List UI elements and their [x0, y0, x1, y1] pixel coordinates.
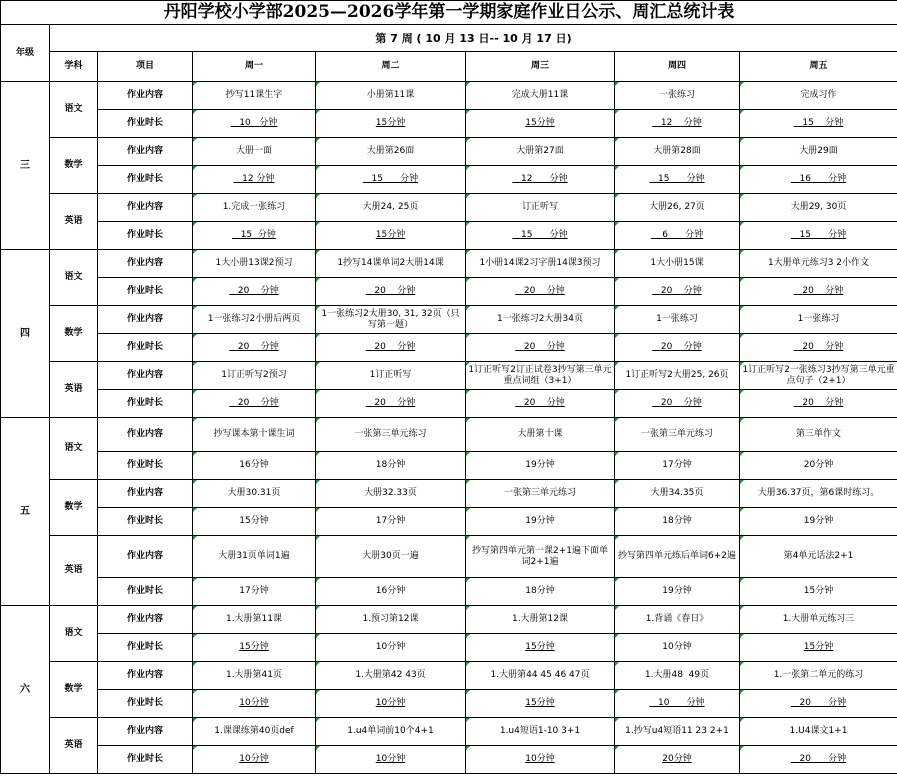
homework-content-cell: 1.大册48 49页 — [615, 662, 740, 690]
homework-time-cell: 10分钟 — [193, 690, 316, 718]
homework-content-cell: 大册26, 27页 — [615, 194, 740, 222]
homework-content-cell: 一张第三单元练习 — [466, 480, 615, 508]
subject-label: 英语 — [50, 718, 98, 774]
table-row — [1, 606, 897, 634]
homework-content-cell: 大册第十课 — [466, 418, 615, 452]
table-row — [1, 452, 897, 480]
table-row — [1, 418, 897, 452]
homework-time-cell: 16分钟 — [193, 452, 316, 480]
homework-time-cell: 20 分钟 — [466, 390, 615, 418]
homework-content-cell: 第4单元话法2+1 — [740, 536, 897, 578]
homework-content-cell: 大册30页一遍 — [316, 536, 466, 578]
subject-header: 学科 — [50, 52, 98, 82]
homework-content-cell: 订正听写 — [466, 194, 615, 222]
homework-content-cell: 大册第28面 — [615, 138, 740, 166]
table-row — [1, 138, 897, 166]
homework-content-cell: 1订正听写2预习 — [193, 362, 316, 390]
day-header-mon: 周一 — [193, 52, 316, 82]
subject-label: 英语 — [50, 536, 98, 606]
homework-time-cell: 12 分钟 — [466, 166, 615, 194]
homework-time-cell: 20 分钟 — [740, 390, 897, 418]
item-label-time: 作业时长 — [98, 508, 193, 536]
homework-content-cell: 抄写课本第十课生词 — [193, 418, 316, 452]
homework-content-cell: 1抄写14课单词2大册14课 — [316, 250, 466, 278]
item-label-time: 作业时长 — [98, 690, 193, 718]
item-label-content: 作业内容 — [98, 662, 193, 690]
homework-content-cell: 1一张练习2大册34页 — [466, 306, 615, 334]
homework-time-cell: 20 分钟 — [193, 390, 316, 418]
homework-content-cell: 一张第三单元练习 — [615, 418, 740, 452]
table-row — [1, 222, 897, 250]
item-label-content: 作业内容 — [98, 194, 193, 222]
homework-time-cell: 20 分钟 — [466, 278, 615, 306]
table-row — [1, 390, 897, 418]
table-row — [1, 306, 897, 334]
item-label-time: 作业时长 — [98, 166, 193, 194]
week-subtitle: 第 7 周 ( 10 月 13 日-- 10 月 17 日) — [50, 25, 897, 52]
table-row — [1, 110, 897, 138]
homework-time-cell: 20 分钟 — [615, 390, 740, 418]
homework-content-cell: 大册24, 25页 — [316, 194, 466, 222]
table-row — [1, 578, 897, 606]
homework-content-cell: 大册29面 — [740, 138, 897, 166]
homework-content-cell: 抄写第四单元练后单词6+2遍 — [615, 536, 740, 578]
homework-content-cell: 1.一张第二单元的练习 — [740, 662, 897, 690]
homework-time-cell: 15分钟 — [740, 634, 897, 662]
homework-time-cell: 20分钟 — [615, 746, 740, 774]
subject-label: 语文 — [50, 82, 98, 138]
item-label-time: 作业时长 — [98, 278, 193, 306]
subject-label: 语文 — [50, 606, 98, 662]
homework-time-cell: 15 分钟 — [193, 222, 316, 250]
homework-content-cell: 1大小册15课 — [615, 250, 740, 278]
homework-content-cell: 1.u4短语1-10 3+1 — [466, 718, 615, 746]
homework-content-cell: 大册32.33页 — [316, 480, 466, 508]
homework-time-cell: 10 分钟 — [615, 690, 740, 718]
table-row — [1, 362, 897, 390]
grade-label: 五 — [1, 418, 50, 606]
homework-content-cell: 1小册14课2习字册14课3预习 — [466, 250, 615, 278]
homework-time-cell: 15 分钟 — [316, 166, 466, 194]
homework-time-cell: 18分钟 — [316, 452, 466, 480]
item-label-content: 作业内容 — [98, 718, 193, 746]
table-row — [1, 166, 897, 194]
homework-time-cell: 15 分钟 — [740, 110, 897, 138]
item-label-content: 作业内容 — [98, 418, 193, 452]
subject-label: 数学 — [50, 138, 98, 194]
item-label-time: 作业时长 — [98, 452, 193, 480]
homework-time-cell: 10分钟 — [466, 746, 615, 774]
day-header-wed: 周三 — [466, 52, 615, 82]
homework-time-cell: 18分钟 — [615, 508, 740, 536]
homework-content-cell: 大册31页单词1遍 — [193, 536, 316, 578]
homework-content-cell: 1一张练习2大册30, 31, 32页（只写第一题） — [316, 306, 466, 334]
table-row — [1, 508, 897, 536]
table-row — [1, 480, 897, 508]
grade-header: 年级 — [1, 25, 50, 82]
table-row — [1, 194, 897, 222]
grade-label: 六 — [1, 606, 50, 774]
homework-time-cell: 15 分钟 — [740, 222, 897, 250]
item-label-content: 作业内容 — [98, 480, 193, 508]
homework-content-cell: 抄写11课生字 — [193, 82, 316, 110]
homework-content-cell: 完成习作 — [740, 82, 897, 110]
homework-time-cell: 20 分钟 — [193, 334, 316, 362]
item-label-time: 作业时长 — [98, 390, 193, 418]
homework-time-cell: 20 分钟 — [316, 334, 466, 362]
homework-content-cell: 1一张练习2小册后两页 — [193, 306, 316, 334]
homework-time-cell: 20分钟 — [740, 452, 897, 480]
homework-content-cell: 一张练习 — [615, 82, 740, 110]
homework-time-cell: 20 分钟 — [193, 278, 316, 306]
table-row — [1, 634, 897, 662]
day-header-fri: 周五 — [740, 52, 897, 82]
homework-content-cell: 1大小册13课2预习 — [193, 250, 316, 278]
homework-time-cell: 10 分钟 — [193, 110, 316, 138]
table-row — [1, 278, 897, 306]
homework-time-cell: 15分钟 — [193, 634, 316, 662]
homework-content-cell: 1.预习第12课 — [316, 606, 466, 634]
homework-time-cell: 17分钟 — [193, 578, 316, 606]
homework-content-cell: 抄写第四单元第一课2+1遍下面单词2+1遍 — [466, 536, 615, 578]
homework-time-cell: 15分钟 — [316, 110, 466, 138]
subject-label: 英语 — [50, 194, 98, 250]
subject-label: 数学 — [50, 306, 98, 362]
day-header-tue: 周二 — [316, 52, 466, 82]
homework-content-cell: 1.完成一张练习 — [193, 194, 316, 222]
item-label-content: 作业内容 — [98, 82, 193, 110]
homework-time-cell: 10分钟 — [193, 746, 316, 774]
homework-content-cell: 大册第27面 — [466, 138, 615, 166]
homework-time-cell: 18分钟 — [466, 578, 615, 606]
homework-content-cell: 1.大册单元练习三 — [740, 606, 897, 634]
homework-time-cell: 16 分钟 — [740, 166, 897, 194]
homework-content-cell: 一张第三单元练习 — [316, 418, 466, 452]
homework-content-cell: 1.课课练第40页def — [193, 718, 316, 746]
homework-time-cell: 20 分钟 — [466, 334, 615, 362]
homework-time-cell: 15 分钟 — [466, 222, 615, 250]
homework-time-cell: 20 分钟 — [740, 334, 897, 362]
grade-label: 四 — [1, 250, 50, 418]
table-row — [1, 250, 897, 278]
homework-time-cell: 17分钟 — [316, 508, 466, 536]
table-row — [1, 82, 897, 110]
homework-content-cell: 小册第11课 — [316, 82, 466, 110]
item-label-time: 作业时长 — [98, 746, 193, 774]
homework-time-cell: 19分钟 — [466, 508, 615, 536]
homework-time-cell: 10分钟 — [316, 634, 466, 662]
homework-time-cell: 15 分钟 — [615, 166, 740, 194]
homework-content-cell: 大册一面 — [193, 138, 316, 166]
homework-content-cell: 1.U4课文1+1 — [740, 718, 897, 746]
homework-time-cell: 15分钟 — [193, 508, 316, 536]
homework-content-cell: 第三单作文 — [740, 418, 897, 452]
item-label-content: 作业内容 — [98, 306, 193, 334]
homework-content-cell: 大册34.35页 — [615, 480, 740, 508]
item-label-time: 作业时长 — [98, 222, 193, 250]
subject-label: 数学 — [50, 480, 98, 536]
homework-content-cell: 完成大册11课 — [466, 82, 615, 110]
table-row — [1, 536, 897, 578]
item-label-content: 作业内容 — [98, 362, 193, 390]
item-label-content: 作业内容 — [98, 536, 193, 578]
homework-content-cell: 1.大册第41页 — [193, 662, 316, 690]
item-label-content: 作业内容 — [98, 250, 193, 278]
homework-content-cell: 1一张练习 — [615, 306, 740, 334]
homework-time-cell: 10分钟 — [615, 634, 740, 662]
homework-time-cell: 10分钟 — [316, 690, 466, 718]
subject-label: 语文 — [50, 250, 98, 306]
item-label-time: 作业时长 — [98, 110, 193, 138]
day-header-thu: 周四 — [615, 52, 740, 82]
homework-time-cell: 20 分钟 — [740, 690, 897, 718]
homework-content-cell: 1订正听写2一张练习3抄写第三单元重点句子（2+1） — [740, 362, 897, 390]
page-title: 丹阳学校小学部2025—2026学年第一学期家庭作业日公示、周汇总统计表 — [1, 1, 897, 25]
homework-content-cell: 大册第26面 — [316, 138, 466, 166]
homework-content-cell: 1.大册第44 45 46 47页 — [466, 662, 615, 690]
item-label-content: 作业内容 — [98, 138, 193, 166]
homework-time-cell: 12 分钟 — [193, 166, 316, 194]
subject-label: 数学 — [50, 662, 98, 718]
homework-time-cell: 20 分钟 — [316, 278, 466, 306]
homework-content-cell: 1.大册第11课 — [193, 606, 316, 634]
homework-time-cell: 16分钟 — [316, 578, 466, 606]
grade-label: 三 — [1, 82, 50, 250]
homework-time-cell: 15分钟 — [466, 634, 615, 662]
homework-content-cell: 1.抄写u4短语11 23 2+1 — [615, 718, 740, 746]
homework-content-cell: 1订正听写 — [316, 362, 466, 390]
item-label-time: 作业时长 — [98, 634, 193, 662]
item-label-content: 作业内容 — [98, 606, 193, 634]
homework-time-cell: 19分钟 — [615, 578, 740, 606]
table-row — [1, 662, 897, 690]
homework-content-cell: 1大册单元练习3 2小作文 — [740, 250, 897, 278]
subject-label: 英语 — [50, 362, 98, 418]
homework-time-cell: 20 分钟 — [615, 334, 740, 362]
homework-content-cell: 1.背诵《春日》 — [615, 606, 740, 634]
item-label-time: 作业时长 — [98, 578, 193, 606]
homework-content-cell: 1一张练习 — [740, 306, 897, 334]
table-row — [1, 718, 897, 746]
table-row — [1, 334, 897, 362]
homework-content-cell: 大册29, 30页 — [740, 194, 897, 222]
homework-content-cell: 1.u4单词前10个4+1 — [316, 718, 466, 746]
homework-content-cell: 1订正听写2订正试卷3抄写第三单元重点词组（3+1） — [466, 362, 615, 390]
homework-content-cell: 大册36.37页，第6课时练习。 — [740, 480, 897, 508]
homework-time-cell: 15分钟 — [740, 578, 897, 606]
homework-time-cell: 15分钟 — [316, 222, 466, 250]
homework-time-cell: 12 分钟 — [615, 110, 740, 138]
table-row — [1, 690, 897, 718]
homework-time-cell: 15分钟 — [466, 110, 615, 138]
homework-content-cell: 1订正听写2大册25, 26页 — [615, 362, 740, 390]
homework-time-cell: 20 分钟 — [615, 278, 740, 306]
item-header: 项目 — [98, 52, 193, 82]
homework-time-cell: 19分钟 — [740, 508, 897, 536]
homework-time-cell: 19分钟 — [466, 452, 615, 480]
homework-content-cell: 1.大册第42 43页 — [316, 662, 466, 690]
homework-content-cell: 大册30.31页 — [193, 480, 316, 508]
item-label-time: 作业时长 — [98, 334, 193, 362]
subject-label: 语文 — [50, 418, 98, 480]
homework-time-cell: 6 分钟 — [615, 222, 740, 250]
homework-time-cell: 15分钟 — [466, 690, 615, 718]
homework-time-cell: 17分钟 — [615, 452, 740, 480]
homework-content-cell: 1.大册第12课 — [466, 606, 615, 634]
homework-time-cell: 20 分钟 — [740, 746, 897, 774]
table-row — [1, 746, 897, 774]
homework-time-cell: 20 分钟 — [316, 390, 466, 418]
homework-time-cell: 10分钟 — [316, 746, 466, 774]
homework-time-cell: 20 分钟 — [740, 278, 897, 306]
